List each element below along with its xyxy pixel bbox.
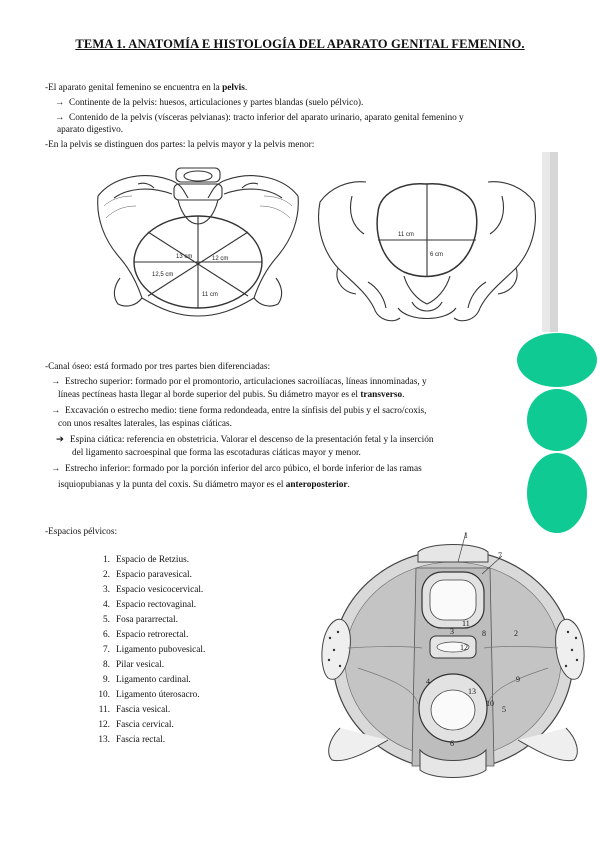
figure-label: 12 cm xyxy=(212,256,229,262)
list-item: 2. Espacio paravesical. xyxy=(103,570,192,580)
figure-label: 12 xyxy=(460,643,468,652)
figure-label: 6 xyxy=(450,739,454,748)
list-item: 3. Espacio vesicocervical. xyxy=(103,585,204,595)
canal-intro: -Canal óseo: está formado por tres partes bien diferenciadas: xyxy=(45,362,271,372)
figure-label: 11 xyxy=(462,619,470,628)
estrecho-inferior: → Estrecho inferior: formado por la porción inferior del arco púbico, el borde inferior de las ramas xyxy=(51,464,422,474)
excavacion: → Excavación o estrecho medio: tiene forma redondeada, entre la sínfisis del pubis y el sacro/coxis, xyxy=(51,406,427,416)
figure-label: 13 xyxy=(468,687,476,696)
espacios-list xyxy=(88,553,205,748)
figure-label: 11 cm xyxy=(202,292,218,298)
contenido-line: → Contenido de la pelvis (vísceras pelvianas): tracto inferior del aparato urinario, aparato genital femenino y xyxy=(55,113,464,123)
list-item: 9. Ligamento cardinal. xyxy=(103,675,191,685)
list-item: 11. Fascia vesical. xyxy=(98,705,171,715)
list-item: 7. Ligamento pubovesical. xyxy=(103,645,206,655)
figure-label: 1 xyxy=(464,531,468,540)
figure-label: 7 xyxy=(498,551,502,560)
espina-ciatica: ➔ Espina ciática: referencia en obstetricia. Valorar el descenso de la presentación fetal y la inserción xyxy=(56,435,434,445)
highlight-oval xyxy=(527,453,587,533)
arrow-icon: → xyxy=(55,113,65,123)
list-item: 4. Espacio rectovaginal. xyxy=(103,600,197,610)
contenido-line-2: aparato digestivo. xyxy=(57,125,124,135)
arrow-icon: → xyxy=(55,98,65,108)
figure-label: 12,5 cm xyxy=(152,272,174,278)
figure-label: 3 xyxy=(450,627,454,636)
estrecho-superior: → Estrecho superior: formado por el promontorio, articulaciones sacroilíacas, líneas innominadas, y xyxy=(51,377,427,387)
continente-line: → Continente de la pelvis: huesos, articulaciones y partes blandas (suelo pélvico). xyxy=(55,98,364,108)
list-item: 5. Fosa pararrectal. xyxy=(103,615,178,625)
espacios-title: -Espacios pélvicos: xyxy=(45,527,118,537)
list-item: 1. Espacio de Retzius. xyxy=(103,555,190,565)
pelvic-spaces-diagram xyxy=(318,528,588,790)
list-item: 8. Pilar vesical. xyxy=(103,660,165,670)
estrecho-inferior-2: isquiopubianas y la punta del coxis. Su diámetro mayor es el anteroposterior. xyxy=(58,480,350,490)
pelvis-superior-diagram xyxy=(92,158,304,318)
figure-label: 2 xyxy=(514,629,518,638)
list-item: 6. Espacio retrorectal. xyxy=(103,630,189,640)
list-item: 12. Fascia cervical. xyxy=(98,720,174,730)
arrow-icon: → xyxy=(51,406,61,416)
figure-label: 9 xyxy=(516,675,520,684)
pelvis-inlet-diagram xyxy=(308,152,558,332)
espina-ciatica-2: del ligamento sacroespinal que forma las escotaduras ciáticas mayor y menor. xyxy=(72,448,361,458)
arrow-icon: ➔ xyxy=(56,435,64,445)
arrow-icon: → xyxy=(51,464,61,474)
estrecho-superior-2: líneas pectíneas hasta llegar al borde superior del pubis. Su diámetro mayor es el transverso. xyxy=(58,390,405,400)
figure-label: 13 cm xyxy=(176,254,193,260)
figure-label: 5 xyxy=(502,705,506,714)
excavacion-2: con unos resaltes laterales, las espinas ciáticas. xyxy=(58,419,232,429)
figure-label: 6 cm xyxy=(430,252,444,258)
arrow-icon: → xyxy=(51,377,61,387)
figure-label: 11 cm xyxy=(398,232,414,238)
figure-label: 4 xyxy=(426,677,430,686)
figure-label: 8 xyxy=(482,629,486,638)
highlight-oval xyxy=(517,333,597,387)
highlight-oval xyxy=(527,389,587,451)
list-item: 10. Ligamento úterosacro. xyxy=(98,690,200,700)
page-title: TEMA 1. ANATOMÍA E HISTOLOGÍA DEL APARATO GENITAL FEMENINO. xyxy=(75,37,525,51)
pelvis-parts-line: -En la pelvis se distinguen dos partes: la pelvis mayor y la pelvis menor: xyxy=(45,140,315,150)
list-item: 13. Fascia rectal. xyxy=(98,735,166,745)
figure-label: 10 xyxy=(486,699,494,708)
intro-line: -El aparato genital femenino se encuentra en la pelvis. xyxy=(45,83,248,93)
